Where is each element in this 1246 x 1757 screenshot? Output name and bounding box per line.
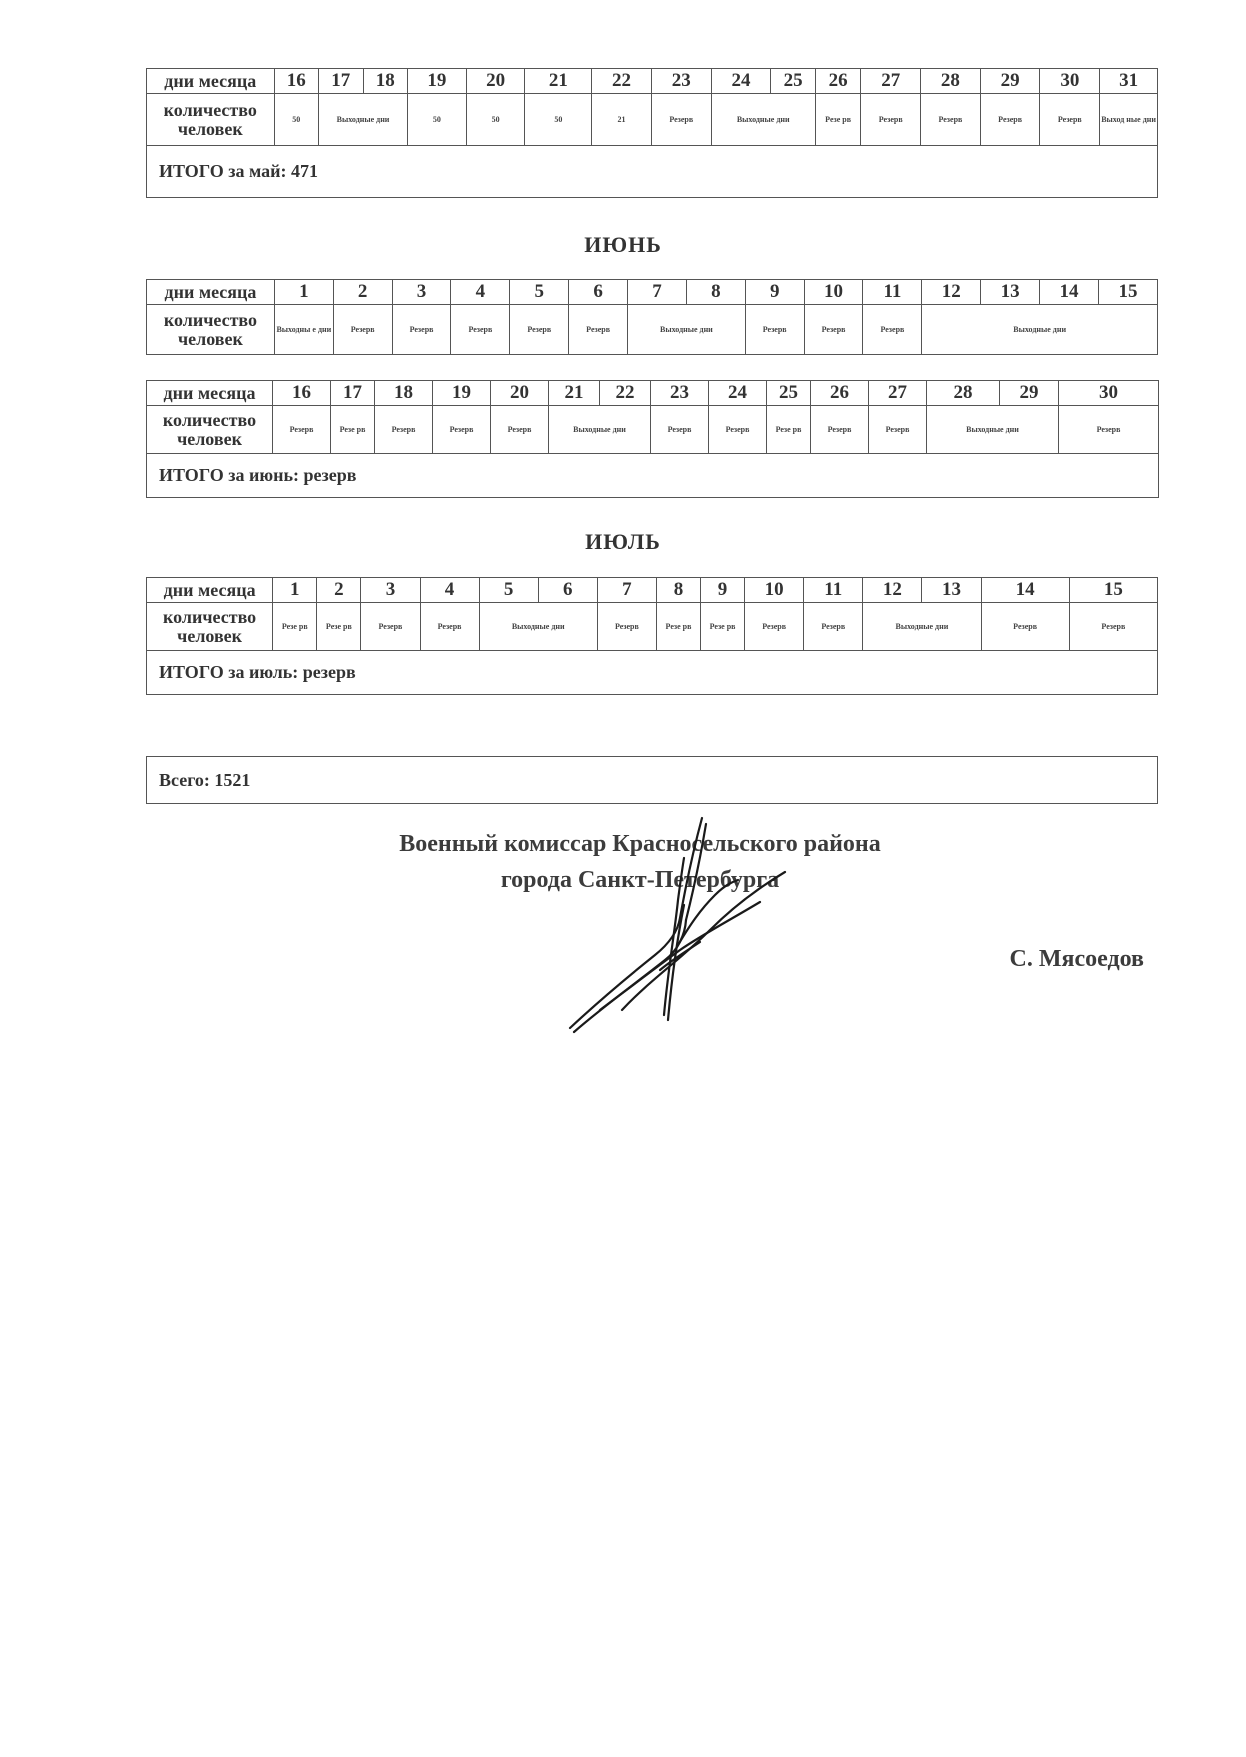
count-cell: 50 [274,94,319,146]
day-cell: 27 [869,381,927,406]
day-cell: 4 [420,578,479,603]
count-cell: Резерв [811,406,869,454]
count-cell: Выходные дни [927,406,1059,454]
june-days-row-2 [147,381,1159,406]
day-cell: 15 [1069,578,1157,603]
count-cell: Выходные дни [628,305,746,355]
day-cell: 8 [656,578,700,603]
june-table-2-block [146,380,1158,498]
day-cell: 10 [745,578,804,603]
day-cell: 9 [745,280,804,305]
day-cell: 5 [479,578,538,603]
position-line-1: Военный комиссар Красносельского района [399,831,881,857]
june-total: ИТОГО за июнь: резерв [147,454,1159,498]
day-cell: 20 [466,69,525,94]
july-total-row [147,651,1158,695]
count-cell: Резерв [451,305,510,355]
day-cell: 4 [451,280,510,305]
count-cell: Выходные дни [863,603,981,651]
position-line-2: города Санкт-Петербурга [500,867,780,893]
day-cell: 26 [815,69,861,94]
handwritten-signature [560,810,790,1040]
day-cell: 10 [804,280,863,305]
count-cell: Резерв [1059,406,1159,454]
day-cell: 6 [538,578,597,603]
count-cell: Резерв [804,603,863,651]
july-total: ИТОГО за июль: резерв [147,651,1158,695]
count-cell: Резерв [651,94,711,146]
count-cell: 50 [466,94,525,146]
day-cell: 24 [709,381,767,406]
count-cell: Резерв [981,603,1069,651]
may-total-row [147,146,1158,198]
count-cell: Резерв [804,305,863,355]
day-cell: 6 [569,280,628,305]
day-cell: 19 [433,381,491,406]
count-cell: Резерв [921,94,981,146]
day-cell: 1 [273,578,317,603]
count-cell: Резе рв [331,406,375,454]
day-cell: 21 [549,381,600,406]
count-header: количество человек [147,305,275,355]
day-cell: 23 [651,381,709,406]
may-days-row [147,69,1158,94]
june-table-1-block [146,279,1158,355]
day-cell: 24 [711,69,771,94]
count-cell: Резерв [597,603,656,651]
june-title: ИЮНЬ [584,232,662,257]
day-cell: 22 [592,69,652,94]
count-cell: Резерв [433,406,491,454]
day-cell: 11 [863,280,922,305]
count-cell: Резерв [863,305,922,355]
day-cell: 3 [392,280,451,305]
count-cell: Выходные дни [549,406,651,454]
count-cell: 50 [408,94,467,146]
june-total-row [147,454,1159,498]
days-header: дни месяца [147,381,273,406]
day-cell: 17 [331,381,375,406]
count-cell: 21 [592,94,652,146]
count-cell: Резе рв [317,603,361,651]
day-cell: 15 [1098,280,1157,305]
day-cell: 28 [927,381,1000,406]
june-count-row-1 [147,305,1158,355]
count-header: количество человек [147,603,273,651]
day-cell: 29 [980,69,1040,94]
days-header: дни месяца [147,69,275,94]
july-table-block [146,577,1158,695]
day-cell: 29 [1000,381,1059,406]
day-cell: 27 [861,69,921,94]
june-schedule-table-2 [146,380,1159,498]
day-cell: 7 [628,280,687,305]
count-cell: Резерв [1069,603,1157,651]
count-cell: Резерв [361,603,420,651]
count-cell: Резерв [273,406,331,454]
june-days-row-1 [147,280,1158,305]
day-cell: 12 [863,578,922,603]
may-table-block [146,68,1158,198]
count-cell: Резерв [869,406,927,454]
day-cell: 30 [1059,381,1159,406]
day-cell: 30 [1040,69,1100,94]
count-cell: Резе рв [273,603,317,651]
day-cell: 19 [408,69,467,94]
day-cell: 25 [767,381,811,406]
count-cell: Резерв [709,406,767,454]
day-cell: 22 [600,381,651,406]
day-cell: 14 [981,578,1069,603]
count-cell: Выходны е дни [274,305,333,355]
count-cell: Выход ные дни [1100,94,1158,146]
day-cell: 14 [1040,280,1099,305]
day-cell: 9 [701,578,745,603]
count-cell: Резерв [861,94,921,146]
count-cell: Резерв [1040,94,1100,146]
signatory-name: С. Мясоедов [1009,946,1144,972]
count-header-line1: количество [163,99,257,120]
count-cell: Резерв [420,603,479,651]
count-cell: Резерв [745,603,804,651]
day-cell: 3 [361,578,420,603]
july-title: ИЮЛЬ [585,529,661,554]
day-cell: 28 [921,69,981,94]
grand-total: Всего: 1521 [146,756,1158,804]
may-total: ИТОГО за май: 471 [147,146,1158,198]
count-cell: Резерв [392,305,451,355]
count-cell: Выходные дни [922,305,1158,355]
day-cell: 2 [333,280,392,305]
count-header [147,94,275,146]
count-cell: Резерв [745,305,804,355]
july-count-row [147,603,1158,651]
july-days-row [147,578,1158,603]
count-cell: Выходные дни [711,94,815,146]
count-cell: Резерв [980,94,1040,146]
count-cell: Резе рв [767,406,811,454]
day-cell: 2 [317,578,361,603]
count-cell: Резе рв [701,603,745,651]
day-cell: 1 [274,280,333,305]
day-cell: 13 [922,578,981,603]
day-cell: 20 [491,381,549,406]
count-cell: Резерв [333,305,392,355]
july-schedule-table [146,577,1158,695]
count-cell: Выходные дни [479,603,597,651]
day-cell: 13 [981,280,1040,305]
count-cell: Выходные дни [319,94,408,146]
days-header: дни месяца [147,280,275,305]
day-cell: 17 [319,69,364,94]
day-cell: 8 [686,280,745,305]
day-cell: 25 [771,69,816,94]
day-cell: 26 [811,381,869,406]
day-cell: 18 [363,69,408,94]
day-cell: 12 [922,280,981,305]
count-header-line2: человек [177,118,243,139]
count-cell: Резерв [569,305,628,355]
june-count-row-2 [147,406,1159,454]
count-cell: Резерв [651,406,709,454]
count-cell: Резерв [491,406,549,454]
day-cell: 16 [274,69,319,94]
day-cell: 11 [804,578,863,603]
days-header: дни месяца [147,578,273,603]
day-cell: 5 [510,280,569,305]
day-cell: 16 [273,381,331,406]
count-cell: Резе рв [656,603,700,651]
count-header: количество человек [147,406,273,454]
count-cell: Резерв [375,406,433,454]
count-cell: Резе рв [815,94,861,146]
day-cell: 21 [525,69,592,94]
day-cell: 23 [651,69,711,94]
day-cell: 18 [375,381,433,406]
may-count-row [147,94,1158,146]
day-cell: 31 [1100,69,1158,94]
may-schedule-table [146,68,1158,198]
day-cell: 7 [597,578,656,603]
count-cell: 50 [525,94,592,146]
june-schedule-table-1 [146,279,1158,355]
count-cell: Резерв [510,305,569,355]
